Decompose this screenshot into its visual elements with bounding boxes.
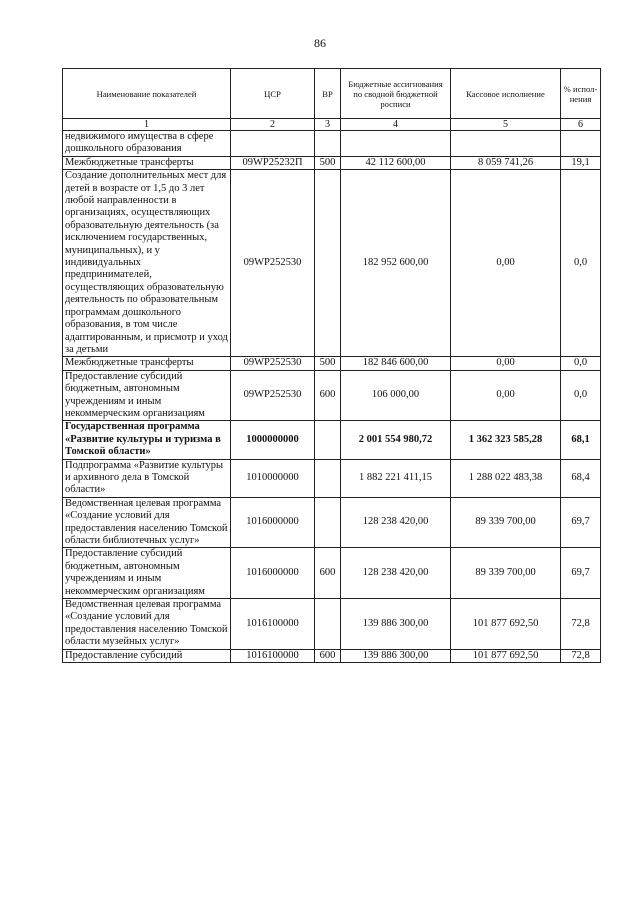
row-vr: 500 <box>315 156 341 169</box>
header-budget: Бюджетные ассигнования по сводной бюджетной росписи <box>341 69 451 119</box>
row-csr: 1016100000 <box>231 599 315 650</box>
column-number-row <box>63 119 601 131</box>
column-number: 6 <box>561 119 601 131</box>
row-percent: 72,8 <box>561 649 601 662</box>
row-cash: 101 877 692,50 <box>451 599 561 650</box>
column-number: 4 <box>341 119 451 131</box>
row-budget: 139 886 300,00 <box>341 649 451 662</box>
row-vr <box>315 459 341 497</box>
row-budget: 1 882 221 411,15 <box>341 459 451 497</box>
column-number: 2 <box>231 119 315 131</box>
row-budget: 182 952 600,00 <box>341 170 451 357</box>
row-name: Межбюджетные трансферты <box>63 156 231 169</box>
row-vr: 600 <box>315 649 341 662</box>
table-row <box>63 370 601 421</box>
row-vr: 500 <box>315 357 341 370</box>
header-vr: ВР <box>315 69 341 119</box>
row-cash: 1 362 323 585,28 <box>451 421 561 459</box>
row-name: Ведомственная целевая программа «Создание условий для предоставления населению Томской области библиотечных услуг» <box>63 497 231 548</box>
row-name: Подпрограмма «Развитие культуры и архивного дела в Томской области» <box>63 459 231 497</box>
table-row <box>63 649 601 662</box>
row-name: Государственная программа «Развитие культуры и туризма в Томской области» <box>63 421 231 459</box>
row-cash: 0,00 <box>451 357 561 370</box>
column-number: 3 <box>315 119 341 131</box>
table-row <box>63 131 601 157</box>
header-csr: ЦСР <box>231 69 315 119</box>
header-name: Наименование показателей <box>63 69 231 119</box>
table-row <box>63 599 601 650</box>
table-row <box>63 170 601 357</box>
row-cash: 89 339 700,00 <box>451 497 561 548</box>
row-csr: 1000000000 <box>231 421 315 459</box>
header-percent: % испол-нения <box>561 69 601 119</box>
row-name: недвижимого имущества в сфере дошкольного образования <box>63 131 231 157</box>
row-csr <box>231 131 315 157</box>
row-csr: 09WP252530 <box>231 357 315 370</box>
row-name: Предоставление субсидий бюджетным, автономным учреждениям и иным некоммерческим организациям <box>63 548 231 599</box>
table-row <box>63 421 601 459</box>
row-percent: 0,0 <box>561 170 601 357</box>
table-header-row <box>63 69 601 119</box>
row-vr <box>315 421 341 459</box>
row-csr: 1016000000 <box>231 548 315 599</box>
row-budget: 2 001 554 980,72 <box>341 421 451 459</box>
row-cash: 1 288 022 483,38 <box>451 459 561 497</box>
row-name: Предоставление субсидий бюджетным, автономным учреждениям и иным некоммерческим организациям <box>63 370 231 421</box>
row-percent: 0,0 <box>561 357 601 370</box>
row-budget <box>341 131 451 157</box>
row-percent: 69,7 <box>561 497 601 548</box>
row-percent: 68,4 <box>561 459 601 497</box>
row-percent: 68,1 <box>561 421 601 459</box>
row-csr: 09WP252530 <box>231 170 315 357</box>
header-cash: Кассовое исполнение <box>451 69 561 119</box>
row-name: Предоставление субсидий <box>63 649 231 662</box>
table-row <box>63 459 601 497</box>
row-percent <box>561 131 601 157</box>
row-percent: 0,0 <box>561 370 601 421</box>
row-vr: 600 <box>315 370 341 421</box>
row-name: Ведомственная целевая программа «Создание условий для предоставления населению Томской области музейных услуг» <box>63 599 231 650</box>
table-row <box>63 357 601 370</box>
row-csr: 1010000000 <box>231 459 315 497</box>
page-number: 86 <box>314 36 326 50</box>
row-vr <box>315 170 341 357</box>
row-percent: 69,7 <box>561 548 601 599</box>
row-cash: 0,00 <box>451 370 561 421</box>
row-csr: 09WP25232П <box>231 156 315 169</box>
budget-execution-table <box>62 68 601 663</box>
row-cash <box>451 131 561 157</box>
row-budget: 42 112 600,00 <box>341 156 451 169</box>
row-name: Создание дополнительных мест для детей в возрасте от 1,5 до 3 лет любой направленности в организациях, осуществляющих образовательную деятельность (за исключением государственных, муниципальных), и у индивидуальных предпринимателей, осуществляющих образовательную деятельность по образовательным программам дошкольного образования, в том числе адаптированным, и присмотр и уход за детьми <box>63 170 231 357</box>
row-csr: 09WP252530 <box>231 370 315 421</box>
table-body <box>63 119 601 663</box>
row-budget: 139 886 300,00 <box>341 599 451 650</box>
column-number: 1 <box>63 119 231 131</box>
row-csr: 1016100000 <box>231 649 315 662</box>
row-vr <box>315 131 341 157</box>
table-row <box>63 497 601 548</box>
row-vr: 600 <box>315 548 341 599</box>
row-cash: 0,00 <box>451 170 561 357</box>
row-budget: 128 238 420,00 <box>341 548 451 599</box>
row-percent: 19,1 <box>561 156 601 169</box>
row-vr <box>315 599 341 650</box>
row-percent: 72,8 <box>561 599 601 650</box>
row-cash: 101 877 692,50 <box>451 649 561 662</box>
table-row <box>63 548 601 599</box>
column-number: 5 <box>451 119 561 131</box>
row-cash: 8 059 741,26 <box>451 156 561 169</box>
row-cash: 89 339 700,00 <box>451 548 561 599</box>
table-row <box>63 156 601 169</box>
row-csr: 1016000000 <box>231 497 315 548</box>
row-vr <box>315 497 341 548</box>
row-budget: 106 000,00 <box>341 370 451 421</box>
row-budget: 128 238 420,00 <box>341 497 451 548</box>
row-name: Межбюджетные трансферты <box>63 357 231 370</box>
row-budget: 182 846 600,00 <box>341 357 451 370</box>
